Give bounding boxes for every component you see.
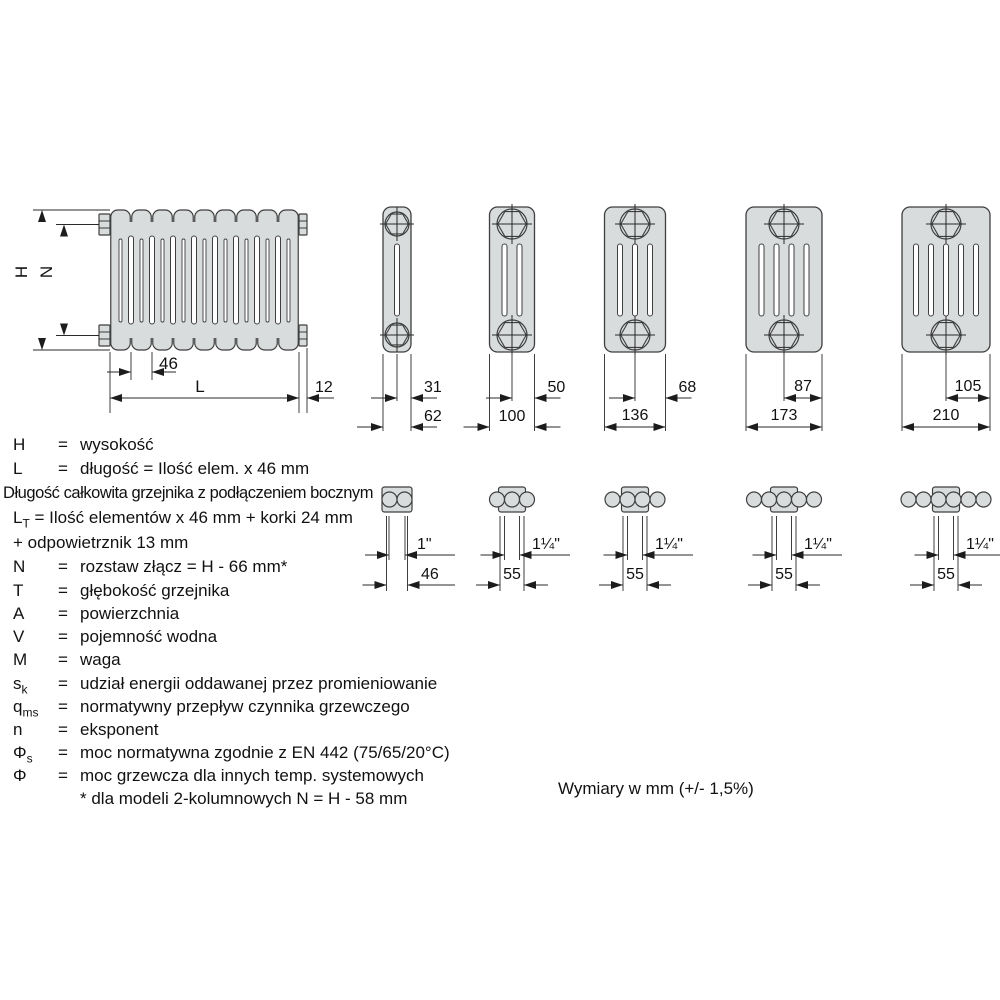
dim-label-depth: 173 <box>770 407 798 424</box>
dim-label-half-depth: 50 <box>547 379 566 396</box>
legend-description: wysokość <box>80 435 154 454</box>
dim-label-hub-width: 55 <box>626 566 644 583</box>
legend-text: + odpowietrznik 13 mm <box>13 533 189 552</box>
top-view-4-column <box>599 487 693 591</box>
dim-label-depth: 62 <box>424 408 442 425</box>
legend-symbol <box>13 627 24 647</box>
legend-equals: = <box>58 650 68 669</box>
section-view-3-column <box>464 204 566 431</box>
dim-label-hub-width: 55 <box>937 566 955 583</box>
legend-equals: = <box>58 720 68 739</box>
dim-label-hub-width: 55 <box>775 566 793 583</box>
legend-symbol <box>13 459 22 479</box>
top-view-5-column <box>747 487 843 591</box>
dim-label-depth: 100 <box>498 408 526 425</box>
legend-equals: = <box>58 743 68 762</box>
legend-symbol-text: q <box>13 697 23 716</box>
dim-label-half-depth: 68 <box>678 379 697 396</box>
legend-description: moc normatywna zgodnie z EN 442 (75/65/20°C) <box>80 743 450 762</box>
legend-equals: = <box>58 604 68 623</box>
legend-footnote: * dla modeli 2-kolumnowych N = H - 58 mm <box>80 789 408 808</box>
legend-symbol-text: Φ <box>13 743 27 762</box>
legend-symbol <box>13 720 22 740</box>
legend-symbol <box>13 604 24 624</box>
legend-description: udział energii oddawanej przez promieniowanie <box>80 674 438 693</box>
dim-label-depth: 136 <box>621 407 649 424</box>
legend-description: normatywny przepływ czynnika grzewczego <box>80 697 410 716</box>
legend-symbol-text: V <box>13 627 25 646</box>
top-view-6-column <box>901 487 1000 591</box>
legend-equals: = <box>58 435 68 454</box>
legend-symbol-text: M <box>13 650 28 669</box>
legend-symbol-text: L <box>13 459 23 478</box>
dim-label-thread: 1¼" <box>966 536 994 553</box>
tolerance-note: Wymiary w mm (+/- 1,5%) <box>558 779 754 798</box>
dim-label-hub-width: 55 <box>503 566 521 583</box>
legend-symbol-text: Φ <box>13 766 27 785</box>
legend-symbol-text: N <box>13 557 26 576</box>
dim-label-half-depth: 105 <box>954 378 982 395</box>
legend-symbol <box>13 581 23 601</box>
section-view-4-column <box>605 204 697 431</box>
dim-label-end-offset: 12 <box>315 379 333 396</box>
top-view-3-column <box>476 487 570 591</box>
legend-description: waga <box>80 650 121 669</box>
legend-description: powierzchnia <box>80 604 180 623</box>
legend-symbol-subscript: k <box>21 682 28 697</box>
legend-symbol <box>13 650 27 670</box>
legend-equals: = <box>58 674 68 693</box>
legend-text-line <box>3 484 373 503</box>
legend-description: głębokość grzejnika <box>80 581 230 600</box>
legend-symbol-text: A <box>13 604 25 623</box>
dim-label-hub-width: 46 <box>421 566 439 583</box>
legend-text-line <box>13 508 353 530</box>
legend-description: rozstaw złącz = H - 66 mm* <box>80 557 288 576</box>
dim-label-thread: 1¼" <box>532 536 560 553</box>
legend-equals: = <box>58 697 68 716</box>
legend-equals: = <box>58 581 68 600</box>
legend-description: moc grzewcza dla innych temp. systemowych <box>80 766 424 785</box>
legend-equals: = <box>58 459 68 478</box>
section-view-2-column <box>357 207 442 431</box>
legend-text: Długość całkowita grzejnika z podłączeniem bocznym <box>3 484 374 502</box>
section-views <box>357 204 990 431</box>
dim-label-thread: 1¼" <box>655 536 683 553</box>
legend-symbol <box>13 766 27 786</box>
dim-label-half-depth: 87 <box>794 378 812 395</box>
legend-symbol <box>13 674 28 696</box>
section-view-6-column <box>902 204 990 431</box>
dim-label-joint-spacing: N <box>37 265 56 279</box>
legend-symbol-text: s <box>13 674 22 693</box>
legend-symbol-subscript: T <box>22 516 30 531</box>
dim-label-thread: 1¼" <box>804 536 832 553</box>
section-view-5-column <box>746 204 822 431</box>
legend-symbol <box>13 435 25 455</box>
legend-text-line <box>13 533 188 553</box>
legend-equals: = <box>58 627 68 646</box>
front-view-radiator <box>33 210 334 413</box>
dim-label-length: L <box>195 377 205 396</box>
legend-symbol-text: n <box>13 720 23 739</box>
legend-symbol-text: L <box>13 508 23 527</box>
dim-label-thread: 1" <box>417 536 432 553</box>
legend-symbol <box>13 743 33 765</box>
legend-symbol-subscript: s <box>26 751 33 766</box>
dim-label-element-pitch: 46 <box>159 354 178 373</box>
legend-symbol-text: H <box>13 435 26 454</box>
legend-symbol <box>13 697 38 719</box>
top-view-2-column <box>363 487 456 591</box>
legend-description: pojemność wodna <box>80 627 218 646</box>
legend-symbol <box>13 557 25 577</box>
top-views <box>363 487 1000 591</box>
legend-text: = Ilość elementów x 46 mm + korki 24 mm <box>29 508 353 527</box>
dim-label-half-depth: 31 <box>424 379 442 396</box>
legend-description: eksponent <box>80 720 159 739</box>
dim-label-height: H <box>12 265 31 279</box>
dim-label-depth: 210 <box>932 407 960 424</box>
legend-symbol-text: T <box>13 581 24 600</box>
legend-symbol-subscript: ms <box>22 705 39 720</box>
legend-description: długość = Ilość elem. x 46 mm <box>80 459 310 478</box>
legend-equals: = <box>58 766 68 785</box>
legend-equals: = <box>58 557 68 576</box>
